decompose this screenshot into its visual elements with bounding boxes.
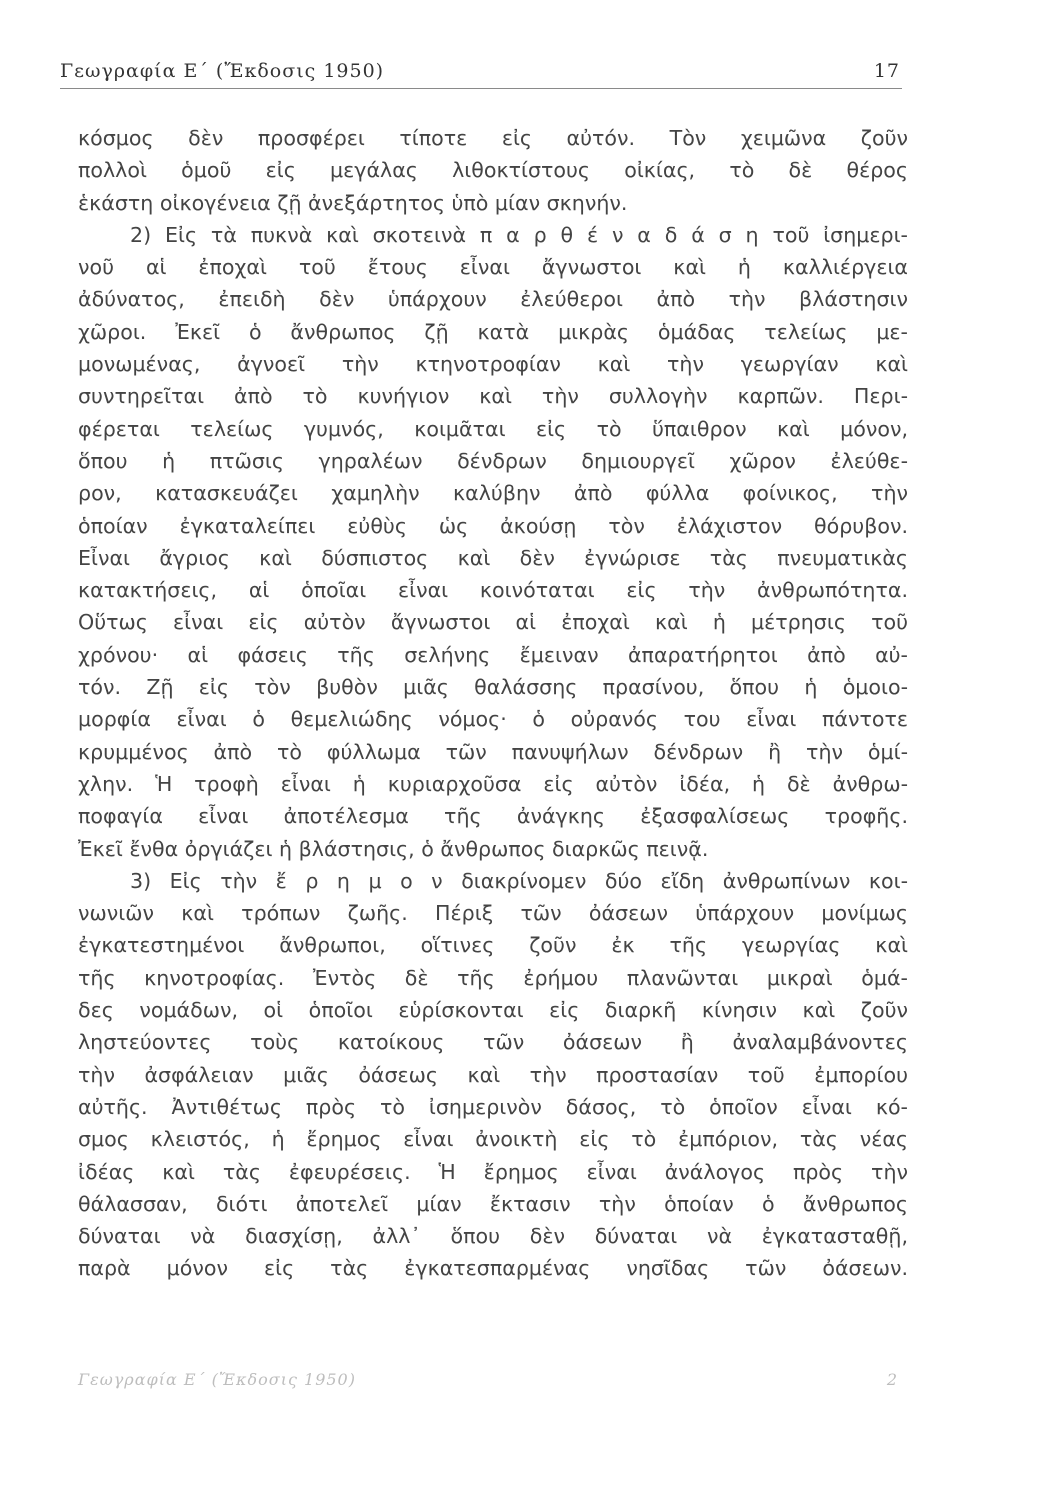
text-line: ὁποίαν ἐγκαταλείπει εὐθὺς ὡς ἀκούσῃ τὸν ἐλάχιστον θόρυβον. — [78, 513, 908, 538]
text-line: ἑκάστη οἰκογένεια ζῇ ἀνεξάρτητος ὑπὸ μίαν σκηνήν. — [78, 190, 628, 215]
text-line: ἰδέας καὶ τὰς ἐφευρέσεις. Ἡ ἔρημος εἶναι ἀνάλογος πρὸς τὴν — [78, 1159, 908, 1184]
sheet-number: 2 — [886, 1370, 898, 1389]
text-line: Εἶναι ἄγριος καὶ δύσπιστος καὶ δὲν ἐγνώρισε τὰς πνευματικὰς — [78, 545, 908, 570]
body-text — [78, 122, 908, 1285]
text-line: χρόνου· αἱ φάσεις τῆς σελήνης ἔμειναν ἀπαρατήρητοι ἀπὸ αὐ- — [78, 642, 908, 667]
footer-signature: Γεωγραφία Ε΄ (Ἔκδοσις 1950) — [78, 1370, 356, 1389]
page-number: 17 — [873, 60, 900, 82]
text-line: χλην. Ἡ τροφὴ εἶναι ἡ κυριαρχοῦσα εἰς αὐτὸν ἰδέα, ἡ δὲ ἀνθρω- — [78, 771, 908, 796]
text-line: αὐτῆς. Ἀντιθέτως πρὸς τὸ ἰσημερινὸν δάσος, τὸ ὁποῖον εἶναι κό- — [78, 1094, 908, 1119]
text-line: κόσμος δὲν προσφέρει τίποτε εἰς αὐτόν. Τὸν χειμῶνα ζοῦν — [78, 126, 908, 150]
text-line: δες νομάδων, οἱ ὁποῖοι εὑρίσκονται εἰς διαρκῆ κίνησιν καὶ ζοῦν — [78, 998, 908, 1023]
text-line: κρυμμένος ἀπὸ τὸ φύλλωμα τῶν πανυψήλων δένδρων ἢ τὴν ὁμί- — [78, 739, 908, 764]
text-line: ἀδύνατος, ἐπειδὴ δὲν ὑπάρχουν ἐλεύθεροι ἀπὸ τὴν βλάστησιν — [78, 287, 908, 312]
header-rule — [60, 88, 902, 89]
text-line: 2) Εἰς τὰ πυκνὰ καὶ σκοτεινὰ π α ρ θ έ ν α δ ά σ η τοῦ ἰσημερι- — [130, 222, 908, 247]
text-line: δύναται νὰ διασχίσῃ, ἀλλ᾽ ὅπου δὲν δύναται νὰ ἐγκατασταθῇ, — [78, 1224, 908, 1249]
text-line: τῆς κηνοτροφίας. Ἐντὸς δὲ τῆς ἐρήμου πλανῶνται μικραὶ ὁμά- — [78, 965, 908, 990]
text-line: ἐγκατεστημένοι ἄνθρωποι, οἵτινες ζοῦν ἐκ τῆς γεωργίας καὶ — [78, 933, 908, 958]
text-line: φέρεται τελείως γυμνός, κοιμᾶται εἰς τὸ ὕπαιθρον καὶ μόνον, — [78, 416, 908, 441]
text-line: συντηρεῖται ἀπὸ τὸ κυνήγιον καὶ τὴν συλλογὴν καρπῶν. Περι- — [78, 384, 908, 409]
text-line: νοῦ αἱ ἐποχαὶ τοῦ ἔτους εἶναι ἄγνωστοι καὶ ἡ καλλιέργεια — [78, 255, 908, 280]
text-line: Ἐκεῖ ἔνθα ὀργιάζει ἡ βλάστησις, ὁ ἄνθρωπος διαρκῶς πεινᾷ. — [78, 836, 709, 861]
text-line: σμος κλειστός, ἡ ἔρημος εἶναι ἀνοικτὴ εἰς τὸ ἐμπόριον, τὰς νέας — [78, 1127, 908, 1152]
text-line: ρον, κατασκευάζει χαμηλὴν καλύβην ἀπὸ φύλλα φοίνικος, τὴν — [78, 481, 908, 506]
text-line: 3) Εἰς τὴν ἔ ρ η μ ο ν διακρίνομεν δύο εἴδη ἀνθρωπίνων κοι- — [130, 868, 908, 893]
text-line: ληστεύοντες τοὺς κατοίκους τῶν ὀάσεων ἢ ἀναλαμβάνοντες — [78, 1030, 908, 1055]
text-line: χῶροι. Ἐκεῖ ὁ ἄνθρωπος ζῇ κατὰ μικρὰς ὁμάδας τελείως με- — [78, 319, 908, 344]
text-line: πολλοὶ ὁμοῦ εἰς μεγάλας λιθοκτίστους οἰκίας, τὸ δὲ θέρος — [78, 158, 908, 183]
text-line: ποφαγία εἶναι ἀποτέλεσμα τῆς ἀνάγκης ἐξασφαλίσεως τροφῆς. — [78, 804, 908, 829]
text-line: τόν. Ζῇ εἰς τὸν βυθὸν μιᾶς θαλάσσης πρασίνου, ὅπου ἡ ὁμοιο- — [78, 675, 908, 700]
text-line: νωνιῶν καὶ τρόπων ζωῆς. Πέριξ τῶν ὀάσεων ὑπάρχουν μονίμως — [78, 901, 908, 926]
text-line: τὴν ἀσφάλειαν μιᾶς ὀάσεως καὶ τὴν προστασίαν τοῦ ἐμπορίου — [78, 1062, 908, 1087]
text-line: μορφία εἶναι ὁ θεμελιώδης νόμος· ὁ οὐρανός του εἶναι πάντοτε — [78, 707, 908, 732]
running-head-title: Γεωγραφία Ε΄ (Ἔκδοσις 1950) — [60, 60, 385, 82]
footer-signature-line — [78, 1370, 898, 1400]
text-line: κατακτήσεις, αἱ ὁποῖαι εἶναι κοινόταται εἰς τὴν ἀνθρωπότητα. — [78, 578, 908, 603]
text-line: παρὰ μόνον εἰς τὰς ἐγκατεσπαρμένας νησῖδας τῶν ὀάσεων. — [78, 1256, 908, 1281]
text-line: Οὕτως εἶναι εἰς αὐτὸν ἄγνωστοι αἱ ἐποχαὶ καὶ ἡ μέτρησις τοῦ — [78, 610, 908, 635]
text-line: μονωμένας, ἀγνοεῖ τὴν κτηνοτροφίαν καὶ τὴν γεωργίαν καὶ — [78, 352, 908, 377]
text-line: ὅπου ἡ πτῶσις γηραλέων δένδρων δημιουργεῖ χῶρον ἐλεύθε- — [78, 448, 908, 473]
text-line: θάλασσαν, διότι ἀποτελεῖ μίαν ἔκτασιν τὴν ὁποίαν ὁ ἄνθρωπος — [78, 1191, 908, 1216]
